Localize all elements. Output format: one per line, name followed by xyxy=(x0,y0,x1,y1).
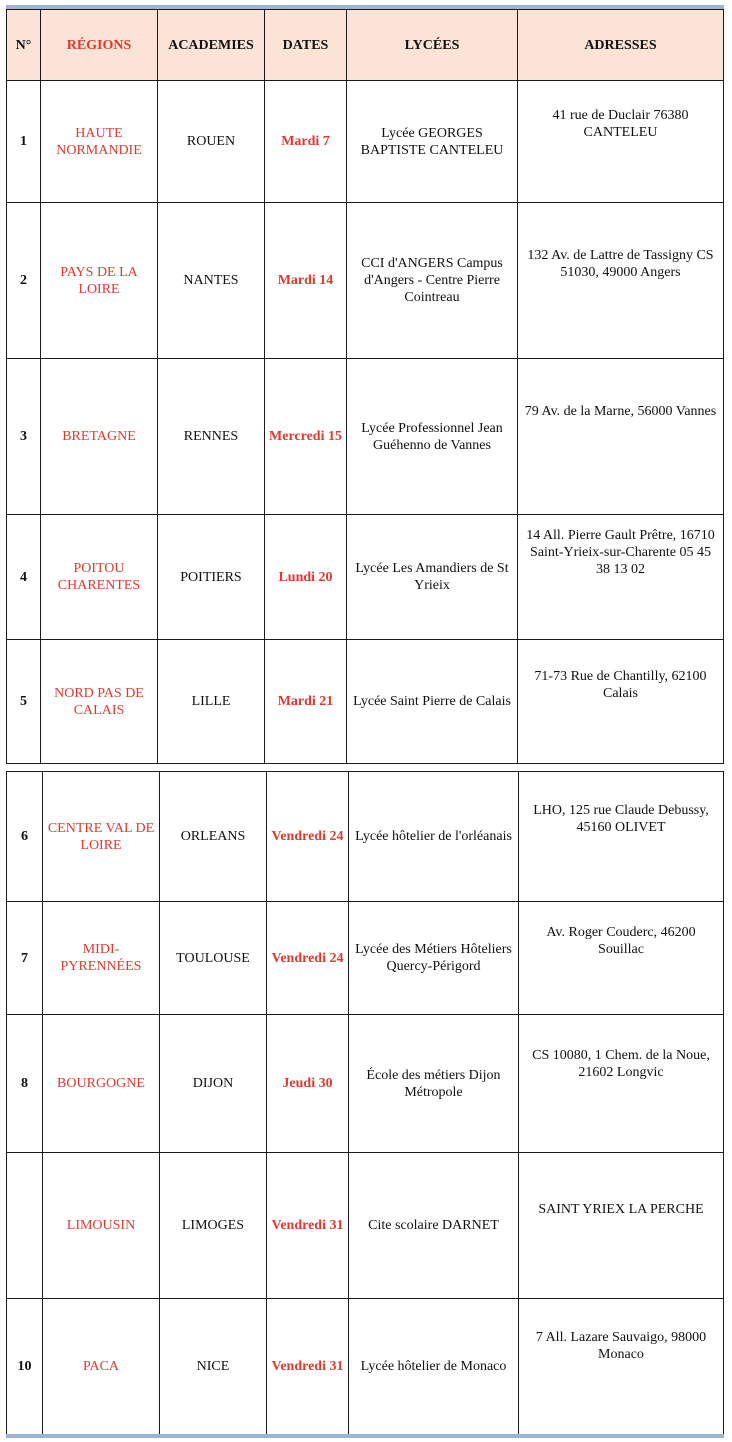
row-num: 8 xyxy=(7,1015,43,1153)
row-region: CENTRE VAL DE LOIRE xyxy=(43,772,160,902)
row-num: 4 xyxy=(7,515,41,640)
row-num xyxy=(7,1153,43,1299)
row-lycee: Lycée Les Amandiers de St Yrieix xyxy=(347,515,518,640)
row-lycee: CCI d'ANGERS Campus d'Angers - Centre Pierre Cointreau xyxy=(347,203,518,359)
row-lycee: Lycée hôtelier de Monaco xyxy=(349,1299,519,1435)
row-lycee: Cite scolaire DARNET xyxy=(349,1153,519,1299)
row-adresse: 79 Av. de la Marne, 56000 Vannes xyxy=(518,359,724,515)
row-lycee: Lycée des Métiers Hôteliers Quercy-Périgord xyxy=(349,902,519,1015)
row-academie: LIMOGES xyxy=(160,1153,267,1299)
row-region: MIDI-PYRENNÉES xyxy=(43,902,160,1015)
row-lycee: Lycée Saint Pierre de Calais xyxy=(347,640,518,764)
row-lycee: Lycée Professionnel Jean Guéhenno de Vannes xyxy=(347,359,518,515)
table-row xyxy=(7,640,724,764)
row-academie: NANTES xyxy=(158,203,265,359)
schedule-table-part-1 xyxy=(6,9,724,764)
header-num: N° xyxy=(7,10,41,81)
table-row xyxy=(7,1153,724,1299)
table-row xyxy=(7,1015,724,1153)
row-academie: POITIERS xyxy=(158,515,265,640)
row-date: Vendredi 24 xyxy=(267,902,349,1015)
header-date: DATES xyxy=(265,10,347,81)
row-region: NORD PAS DE CALAIS xyxy=(41,640,158,764)
row-academie: ROUEN xyxy=(158,81,265,203)
row-num: 5 xyxy=(7,640,41,764)
row-region: BRETAGNE xyxy=(41,359,158,515)
row-region: PACA xyxy=(43,1299,160,1435)
row-date: Mardi 7 xyxy=(265,81,347,203)
row-lycee: Lycée GEORGES BAPTISTE CANTELEU xyxy=(347,81,518,203)
row-academie: DIJON xyxy=(160,1015,267,1153)
row-adresse: Av. Roger Couderc, 46200 Souillac xyxy=(519,902,724,1015)
row-academie: LILLE xyxy=(158,640,265,764)
table-row xyxy=(7,515,724,640)
schedule-table-part-2 xyxy=(6,771,724,1435)
table-row xyxy=(7,203,724,359)
table-row xyxy=(7,772,724,902)
row-date: Mercredi 15 xyxy=(265,359,347,515)
row-region: LIMOUSIN xyxy=(43,1153,160,1299)
row-num: 3 xyxy=(7,359,41,515)
row-num: 7 xyxy=(7,902,43,1015)
row-adresse: 71-73 Rue de Chantilly, 62100 Calais xyxy=(518,640,724,764)
row-academie: RENNES xyxy=(158,359,265,515)
bottom-border-bar xyxy=(6,1434,724,1438)
row-region: BOURGOGNE xyxy=(43,1015,160,1153)
header-adresse: ADRESSES xyxy=(518,10,724,81)
row-academie: NICE xyxy=(160,1299,267,1435)
table-row xyxy=(7,1299,724,1435)
row-num: 1 xyxy=(7,81,41,203)
row-date: Mardi 21 xyxy=(265,640,347,764)
row-date: Mardi 14 xyxy=(265,203,347,359)
row-academie: TOULOUSE xyxy=(160,902,267,1015)
row-adresse: 7 All. Lazare Sauvaigo, 98000 Monaco xyxy=(519,1299,724,1435)
row-region: POITOU CHARENTES xyxy=(41,515,158,640)
table-row xyxy=(7,81,724,203)
row-date: Jeudi 30 xyxy=(267,1015,349,1153)
row-academie: ORLEANS xyxy=(160,772,267,902)
row-num: 10 xyxy=(7,1299,43,1435)
row-region: HAUTE NORMANDIE xyxy=(41,81,158,203)
table-row xyxy=(7,902,724,1015)
row-date: Lundi 20 xyxy=(265,515,347,640)
row-adresse: CS 10080, 1 Chem. de la Noue, 21602 Longvic xyxy=(519,1015,724,1153)
row-lycee: École des métiers Dijon Métropole xyxy=(349,1015,519,1153)
row-date: Vendredi 31 xyxy=(267,1153,349,1299)
table-header-row xyxy=(7,10,724,81)
row-adresse: SAINT YRIEX LA PERCHE xyxy=(519,1153,724,1299)
row-region: PAYS DE LA LOIRE xyxy=(41,203,158,359)
table-row xyxy=(7,359,724,515)
header-academie: ACADEMIES xyxy=(158,10,265,81)
row-num: 6 xyxy=(7,772,43,902)
header-region: RÉGIONS xyxy=(41,10,158,81)
row-lycee: Lycée hôtelier de l'orléanais xyxy=(349,772,519,902)
header-lycee: LYCÉES xyxy=(347,10,518,81)
row-adresse: 14 All. Pierre Gault Prêtre, 16710 Saint-Yrieix-sur-Charente 05 45 38 13 02 xyxy=(518,515,724,640)
row-adresse: 132 Av. de Lattre de Tassigny CS 51030, 49000 Angers xyxy=(518,203,724,359)
row-adresse: LHO, 125 rue Claude Debussy, 45160 OLIVET xyxy=(519,772,724,902)
row-date: Vendredi 31 xyxy=(267,1299,349,1435)
row-adresse: 41 rue de Duclair 76380 CANTELEU xyxy=(518,81,724,203)
row-date: Vendredi 24 xyxy=(267,772,349,902)
row-num: 2 xyxy=(7,203,41,359)
